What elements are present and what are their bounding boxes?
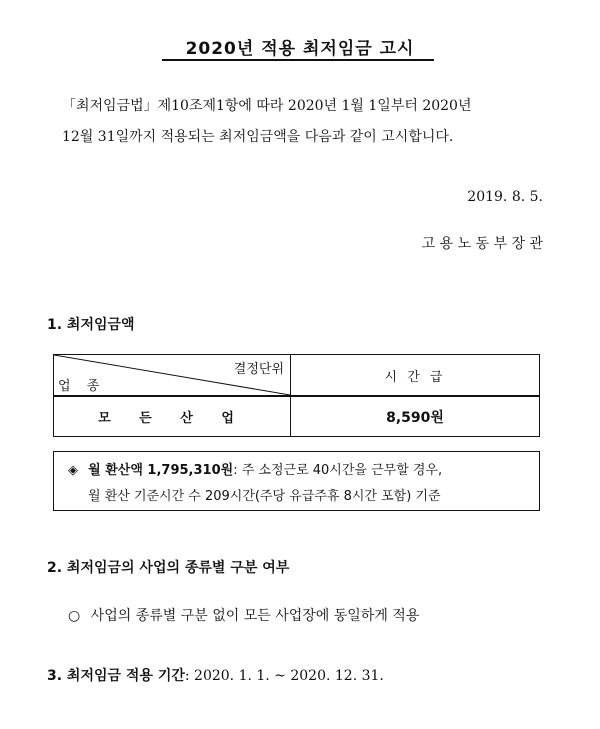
monthly-equivalent-note <box>53 451 540 511</box>
table-row <box>54 396 540 437</box>
header-industry: 업 종 <box>58 379 106 394</box>
intro-line-2: 12월 31일까지 적용되는 최저임금액을 다음과 같이 고시합니다. <box>62 129 454 145</box>
minimum-wage-table <box>53 354 540 437</box>
section-2-text: 사업의 종류별 구분 없이 모든 사업장에 동일하게 적용 <box>90 608 420 624</box>
intro-line-1: 「최저임금법」제10조제1항에 따라 2020년 1월 1일부터 2020년 <box>62 98 472 114</box>
notice-date: 2019. 8. 5. <box>467 189 543 205</box>
note-text-1: : 주 소정근로 40시간을 근무할 경우, <box>233 463 443 478</box>
section-2-heading: 2. 최저임금의 사업의 종류별 구분 여부 <box>47 560 290 576</box>
table-header-row <box>54 355 540 397</box>
note-label: 월 환산액 1,795,310원 <box>88 463 234 478</box>
cell-hourly-wage: 8,590원 <box>291 396 540 437</box>
circle-bullet-icon: ○ <box>68 608 81 624</box>
note-text-2: 월 환산 기준시간 수 209시간(주당 유급주휴 8시간 포함) 기준 <box>88 489 441 504</box>
diamond-bullet-icon: ◈ <box>68 463 78 478</box>
document-title: 2020년 적용 최저임금 고시 <box>185 39 415 59</box>
section-3-heading: 3. 최저임금 적용 기간 <box>47 668 185 684</box>
section-3-text: : 2020. 1. 1. ~ 2020. 12. 31. <box>184 668 384 684</box>
issuing-authority: 고 용 노 동 부 장 관 <box>421 236 543 252</box>
header-decision-unit: 결정단위 <box>233 362 284 377</box>
table-corner-cell <box>54 355 291 397</box>
title-underline <box>162 59 434 61</box>
header-hourly: 시 간 급 <box>291 355 540 397</box>
section-1-heading: 1. 최저임금액 <box>47 317 135 333</box>
cell-all-industries: 모 든 산 업 <box>54 396 291 437</box>
